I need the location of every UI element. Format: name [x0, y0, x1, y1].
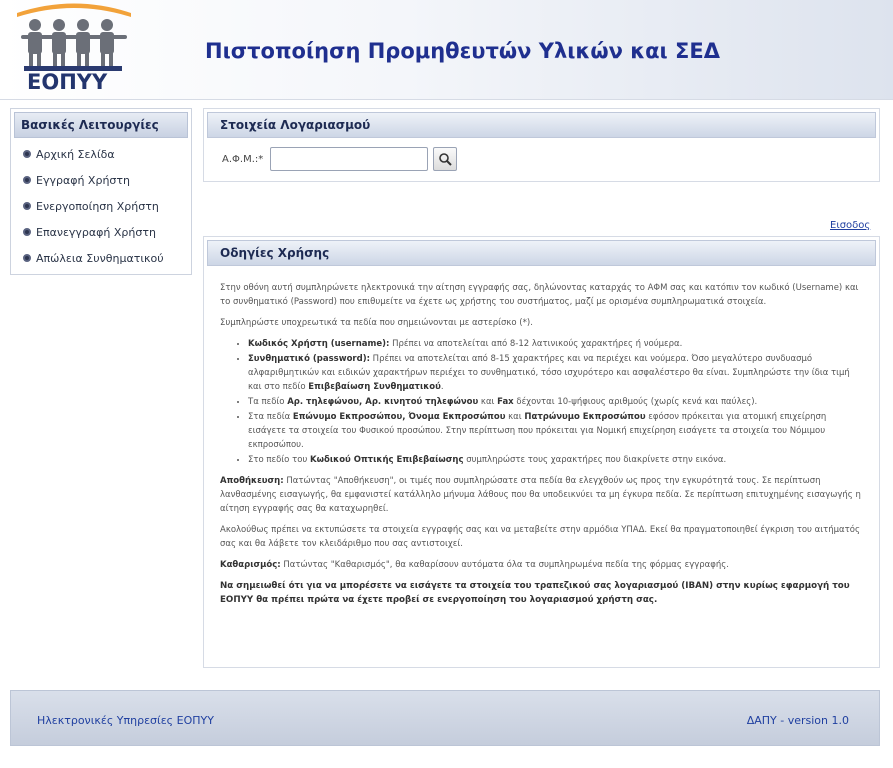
instructions-clear: Καθαρισμός: Πατώντας "Καθαρισμός", θα καθαρίσουν αυτόματα όλα τα συμπληρωμένα πεδία της φόρμας εγγραφής.	[220, 560, 729, 570]
bullet-icon	[23, 228, 31, 236]
instructions-save: Αποθήκευση: Πατώντας "Αποθήκευση", οι τιμές που συμπληρώσατε στα πεδία θα ελεγχθούν ως προς την εγκυρότητά τους. Σε περίπτωση λανθασμένης εισαγωγής, θα εμφανιστεί κατάλληλο μήνυμα λάθους που θα υποδεικνύει τα μη έγκυρα πεδία. Σε περίπτωση επιτυχημένης εισαγωγής η αίτηση εγγραφής σας θα καταχωρηθεί.	[220, 476, 861, 514]
instructions-intro: Στην οθόνη αυτή συμπληρώνετε ηλεκτρονικά την αίτηση εγγραφής σας, δηλώνοντας καταρχάς το ΑΦΜ σας και κατόπιν τον κωδικό (Username) και το συνθηματικό (Password) που επιθυμείτε να έχετε ως χρήστης του συστήματος, μαζί με ορισμένα συμπληρωματικά στοιχεία.	[220, 283, 859, 307]
list-item: • Κωδικός Χρήστη (username): Πρέπει να αποτελείται από 8-12 λατινικούς χαρακτήρες ή νούμερα.	[248, 337, 864, 351]
instructions-heading: Οδηγίες Χρήσης	[207, 240, 876, 266]
sidebar-item-activate[interactable]	[11, 193, 191, 219]
list-item: • Τα πεδίο Αρ. τηλεφώνου, Αρ. κινητού τηλεφώνου και Fax δέχονται 10-ψήφιους αριθμούς (χωρίς κενά και παύλες).	[248, 395, 864, 409]
sidebar-item-label: Ενεργοποίηση Χρήστη	[36, 199, 159, 213]
afm-label: Α.Φ.Μ.:*	[222, 154, 264, 165]
bullet-icon	[23, 254, 31, 262]
page-footer	[10, 690, 880, 746]
sidebar	[10, 108, 192, 275]
bullet-icon	[23, 150, 31, 158]
list-item: • Συνθηματικό (password): Πρέπει να αποτελείται από 8-15 χαρακτήρες και να περιέχει και νούμερα. Όσο μεγαλύτερο συνδυασμό αλφαριθμητικών και ειδικών χαρακτήρων περιέχει το συνθηματικό, τόσο ισχυρότερο και ασφαλέστερο θα είναι. Συμπληρώστε την ίδια τιμή και στο πεδίο Επιβεβαίωση Συνθηματικού.	[248, 352, 864, 394]
page-title: Πιστοποίηση Προμηθευτών Υλικών και ΣΕΔ	[205, 39, 720, 63]
list-item: • Στο πεδίο του Κωδικού Οπτικής Επιβεβαίωσης συμπληρώστε τους χαρακτήρες που διακρίνετε στην εικόνα.	[248, 453, 864, 467]
sidebar-heading: Βασικές Λειτουργίες	[14, 112, 188, 138]
bullet-icon	[23, 176, 31, 184]
page-header	[0, 0, 893, 100]
afm-search-button[interactable]	[433, 147, 457, 171]
sidebar-item-reregister[interactable]	[11, 219, 191, 245]
account-panel	[203, 108, 880, 182]
sidebar-item-register[interactable]	[11, 167, 191, 193]
afm-input[interactable]	[270, 147, 428, 171]
sidebar-item-lost-password[interactable]	[11, 245, 191, 271]
sidebar-item-label: Αρχική Σελίδα	[36, 147, 115, 161]
footer-version-label: ΔΑΠΥ - version 1.0	[746, 714, 849, 727]
instructions-required-note: Συμπληρώστε υποχρεωτικά τα πεδία που σημειώνονται με αστερίσκο (*).	[220, 318, 533, 328]
instructions-body	[220, 281, 864, 614]
instructions-list	[248, 337, 864, 467]
instructions-iban-note: Να σημειωθεί ότι για να μπορέσετε να εισάγετε τα στοιχεία του τραπεζικού σας λογαριασμού (IBAN) στην κυρίως εφαρμογή του ΕΟΠΥΥ θα πρέπει πρώτα να έχετε προβεί σε ενεργοποίηση του λογαριασμού χρήστη σας.	[220, 581, 850, 605]
list-item: • Στα πεδία Επώνυμο Εκπροσώπου, Όνομα Εκπροσώπου και Πατρώνυμο Εκπροσώπου εφόσον πρόκειται για ατομική επιχείρηση εισάγετε τα στοιχεία του Φυσικού προσώπου. Στην περίπτωση που πρόκειται για Νομική επιχείρηση εισάγετε τα στοιχεία του Νόμιμου εκπροσώπου.	[248, 410, 864, 452]
account-panel-heading: Στοιχεία Λογαριασμού	[207, 112, 876, 138]
sidebar-item-label: Εγγραφή Χρήστη	[36, 173, 130, 187]
logo-text: ΕΟΠΥΥ	[27, 70, 108, 94]
sidebar-item-label: Απώλεια Συνθηματικού	[36, 251, 164, 265]
magnifier-icon	[438, 152, 452, 166]
sidebar-item-label: Επανεγγραφή Χρήστη	[36, 225, 156, 239]
footer-services-label: Ηλεκτρονικές Υπηρεσίες ΕΟΠΥΥ	[37, 714, 214, 727]
signin-link[interactable]: Εισοδος	[830, 220, 871, 231]
bullet-icon	[23, 202, 31, 210]
instructions-panel	[203, 236, 880, 668]
sidebar-item-home[interactable]	[11, 141, 191, 167]
instructions-print: Ακολούθως πρέπει να εκτυπώσετε τα στοιχεία εγγραφής σας και να μεταβείτε στην αρμόδια ΥΠΑΔ. Εκεί θα πραγματοποιηθεί έγκριση του αιτήματός σας και θα λάβετε τον κλειδάριθμο που σας αντιστοιχεί.	[220, 525, 860, 549]
